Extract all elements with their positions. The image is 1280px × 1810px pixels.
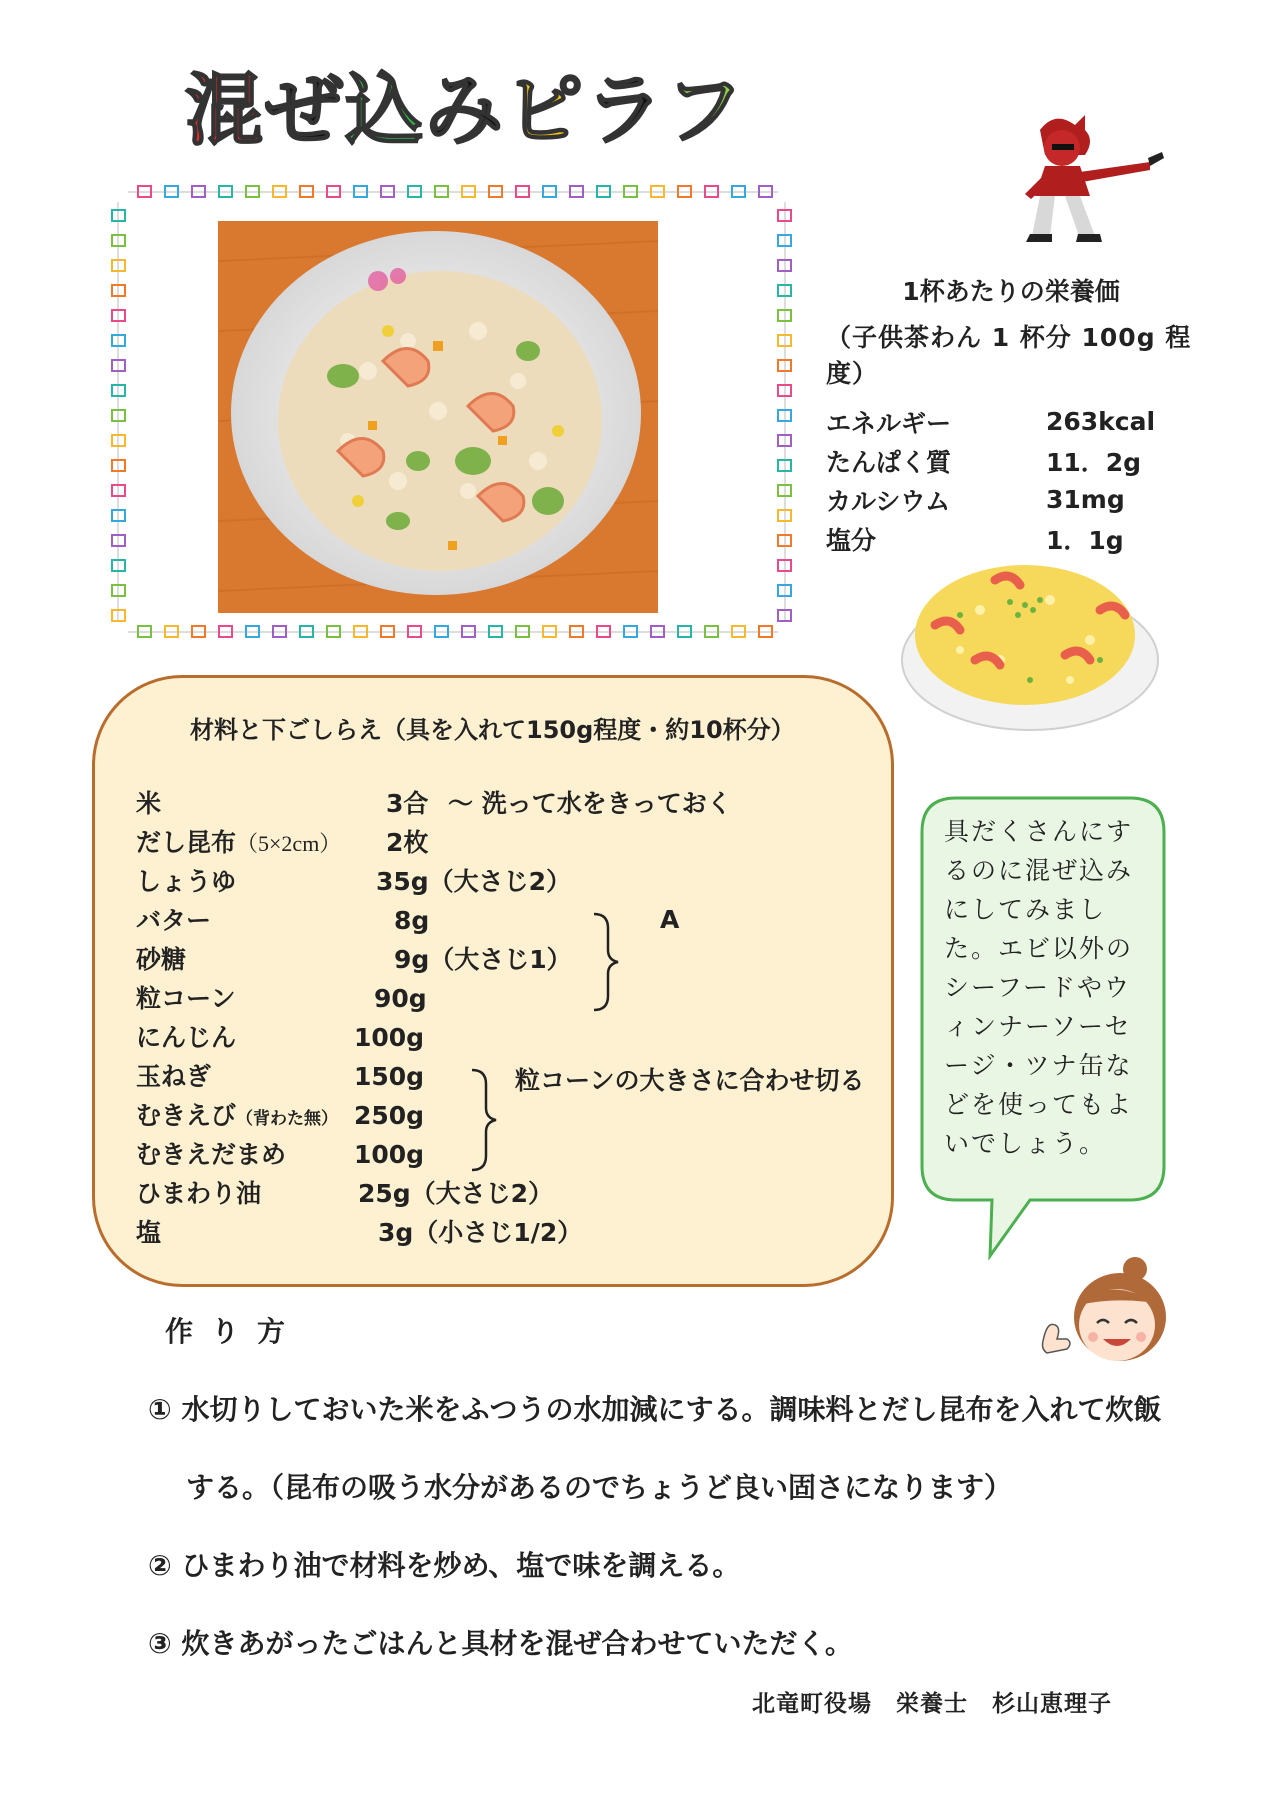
nutrition-label: 塩分 bbox=[826, 525, 877, 555]
method-title: 作り方 bbox=[165, 1315, 304, 1348]
ingredient-amount: 90g bbox=[374, 984, 427, 1013]
ingredient-name: にんじん bbox=[136, 1023, 237, 1052]
ingredient-name: 砂糖 bbox=[136, 945, 187, 974]
title-char: ピ bbox=[505, 66, 586, 156]
nutrition-row bbox=[826, 402, 1216, 441]
ingredients-title: 材料と下ごしらえ（具を入れて150g程度・約10杯分） bbox=[190, 716, 795, 744]
method-step-1: ① 水切りしておいた米をふつうの水加減にする。調味料とだし昆布を入れて炊飯 bbox=[148, 1393, 1162, 1426]
title-char: 込 bbox=[345, 66, 426, 156]
ingredient-name: 塩 bbox=[136, 1218, 162, 1247]
woman-illustration bbox=[1035, 1255, 1175, 1375]
ingredient-name: 玉ねぎ bbox=[136, 1062, 212, 1091]
nutrition-value: 1．1g bbox=[1046, 525, 1124, 555]
ingredient-name: ひまわり油 bbox=[136, 1179, 262, 1208]
ingredient-amount: 25g（大さじ2） bbox=[358, 1179, 554, 1208]
ingredient-amount: 2枚 bbox=[386, 828, 429, 857]
brace-cut-icon bbox=[468, 1068, 498, 1172]
bubble-text: 具だくさんにするのに混ぜ込みにしてみました。エビ以外のシーフードやウィンナーソーセージ・ツナ缶などを使ってもよいでしょう。 bbox=[944, 817, 1134, 1158]
group-a-label: A bbox=[660, 905, 680, 934]
title-char: ラ bbox=[585, 66, 666, 156]
title-char: フ bbox=[665, 66, 746, 156]
nutrition-title: 1杯あたりの栄養価 bbox=[902, 277, 1120, 306]
smiling-woman-icon bbox=[1035, 1255, 1175, 1375]
ingredient-name: だし昆布 bbox=[136, 828, 237, 857]
author-credit: 北竜町役場 栄養士 杉山恵理子 bbox=[752, 1691, 1112, 1717]
ingredient-amount: 100g bbox=[354, 1140, 425, 1169]
ingredient-name: 米 bbox=[136, 789, 162, 818]
ingredient-name-group bbox=[136, 1099, 338, 1136]
method-step-2: ② ひまわり油で材料を炒め、塩で味を調える。 bbox=[148, 1549, 741, 1582]
nutrition-row bbox=[826, 441, 1216, 480]
page-title bbox=[185, 66, 746, 160]
ingredient-spec: （背わた無） bbox=[236, 1109, 339, 1129]
method-step-1-continued: する。（昆布の吸う水分があるのでちょうど良い固さになります） bbox=[186, 1471, 1013, 1504]
rice-bowl-illustration bbox=[218, 221, 658, 613]
ingredient-amount: 3合 bbox=[386, 789, 429, 818]
pilaf-plate-illustration bbox=[900, 540, 1160, 740]
title-char: み bbox=[425, 66, 506, 156]
plate-icon bbox=[900, 540, 1160, 740]
method-step-3: ③ 炊きあがったごはんと具材を混ぜ合わせていただく。 bbox=[148, 1627, 853, 1660]
ingredient-note: ～ 洗って水をきっておく bbox=[448, 789, 732, 818]
nutrition-subtitle: （子供茶わん 1 杯分 100g 程度） bbox=[826, 323, 1192, 388]
pilaf-photo bbox=[218, 221, 658, 613]
ingredient-size: （5×2cm） bbox=[236, 831, 342, 856]
nutrition-value: 11．2g bbox=[1046, 447, 1142, 477]
ingredient-amount: 250g bbox=[354, 1101, 425, 1130]
ingredient-name: 粒コーン bbox=[136, 984, 236, 1013]
cut-note: 粒コーンの大きさに合わせ切る bbox=[515, 1066, 865, 1095]
title-char: 混 bbox=[185, 66, 266, 156]
hero-character-illustration bbox=[1000, 110, 1180, 250]
ingredient-amount: 8g bbox=[394, 906, 430, 935]
ingredient-name: バター bbox=[136, 906, 212, 935]
ingredient-amount: 35g（大さじ2） bbox=[376, 867, 572, 896]
nutrition-value: 31mg bbox=[1046, 485, 1125, 514]
nutrition-label: エネルギー bbox=[826, 408, 952, 438]
ingredient-name: しょうゆ bbox=[136, 867, 237, 896]
ingredient-name: むきえび bbox=[136, 1101, 237, 1130]
ingredient-name: むきえだまめ bbox=[136, 1140, 287, 1169]
ingredient-amount: 3g（小さじ1/2） bbox=[378, 1218, 583, 1247]
nutrition-label: カルシウム bbox=[826, 486, 951, 516]
nutrition-panel bbox=[826, 272, 1216, 558]
brace-a-icon bbox=[590, 912, 620, 1012]
nutrition-label: たんぱく質 bbox=[826, 447, 952, 477]
nutrition-value: 263kcal bbox=[1046, 407, 1156, 436]
hero-icon bbox=[1000, 110, 1180, 250]
ingredient-name-group bbox=[136, 826, 341, 861]
title-char: ぜ bbox=[265, 66, 346, 156]
ingredient-amount: 150g bbox=[354, 1062, 425, 1091]
ingredient-amount: 100g bbox=[354, 1023, 425, 1052]
nutrition-row bbox=[826, 480, 1216, 519]
ingredient-amount: 9g（大さじ1） bbox=[394, 945, 572, 974]
